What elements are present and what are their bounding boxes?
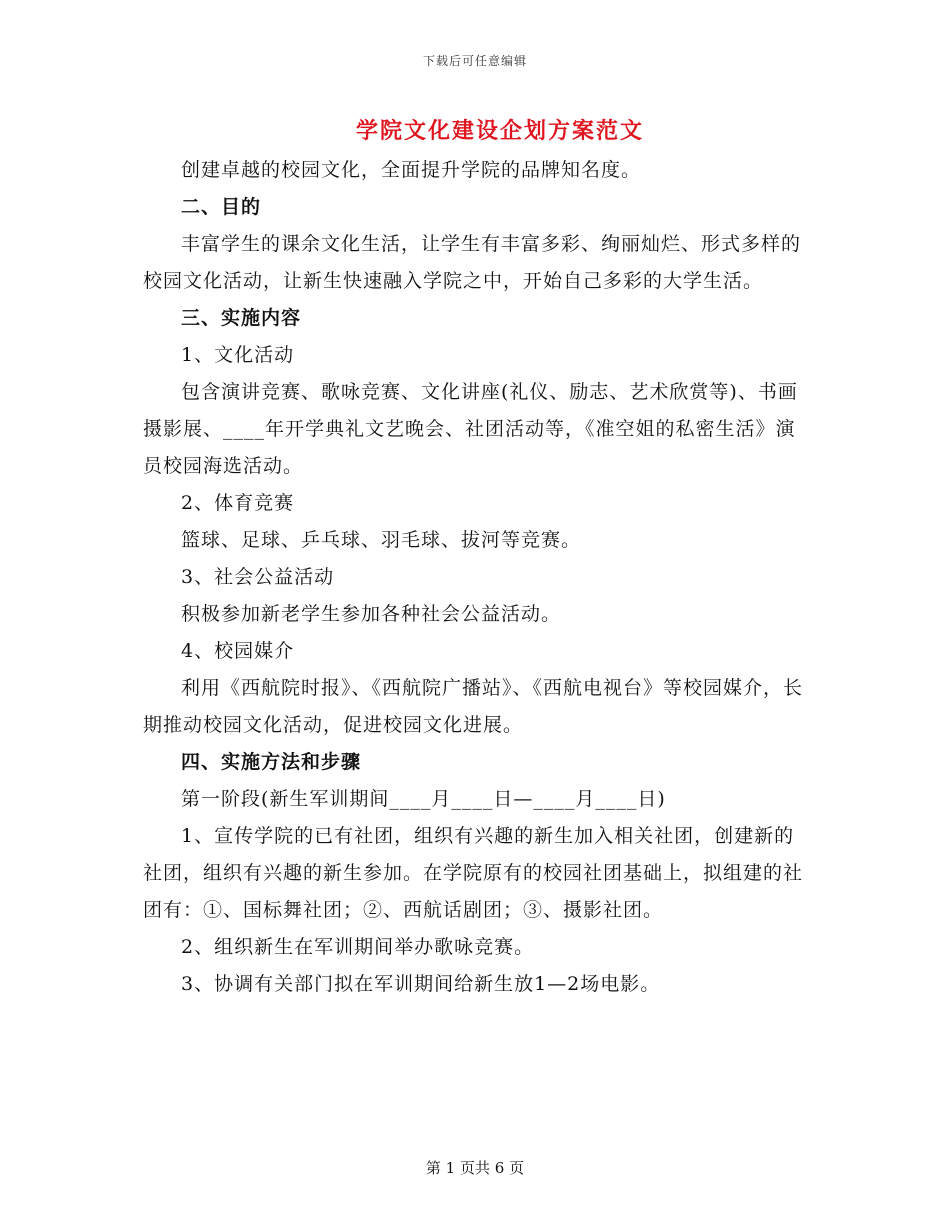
charity-paragraph: 积极参加新老学生参加各种社会公益活动。	[181, 603, 562, 625]
subheading-sports: 2、体育竞赛	[181, 492, 295, 514]
stage-one-paragraph: 第一阶段(新生军训期间____月____日—____月____日)	[181, 788, 666, 810]
section-heading-methods: 四、实施方法和步骤	[181, 751, 362, 773]
step-three-paragraph: 3、协调有关部门拟在军训期间给新生放1—2场电影。	[181, 973, 661, 995]
document-body	[143, 152, 808, 1003]
header-note: 下载后可任意编辑	[422, 54, 527, 68]
sports-paragraph: 篮球、足球、乒乓球、羽毛球、拔河等竞赛。	[181, 529, 582, 551]
subheading-culture: 1、文化活动	[181, 344, 295, 366]
step-one-paragraph: 1、宣传学院的已有社团，组织有兴趣的新生加入相关社团，创建新的社团，组织有兴趣的新生参加。在学院原有的校园社团基础上，拟组建的社团有：①、国标舞社团；②、西航话剧团；③、摄影社团。	[143, 825, 804, 921]
subheading-charity: 3、社会公益活动	[181, 566, 335, 588]
intro-paragraph: 创建卓越的校园文化，全面提升学院的品牌知名度。	[181, 159, 642, 181]
step-two-paragraph: 2、组织新生在军训期间举办歌咏竞赛。	[181, 936, 535, 958]
media-paragraph: 利用《西航院时报》、《西航院广播站》、《西航电视台》等校园媒介，长期推动校园文化活动，促进校园文化进展。	[143, 677, 804, 736]
section-heading-content: 三、实施内容	[181, 307, 302, 329]
document-title: 学院文化建设企划方案范文	[355, 118, 644, 144]
section-heading-purpose: 二、目的	[181, 196, 262, 218]
purpose-paragraph: 丰富学生的课余文化生活，让学生有丰富多彩、绚丽灿烂、形式多样的校园文化活动，让新生快速融入学院之中，开始自己多彩的大学生活。	[143, 233, 802, 292]
page-number: 第 1 页共 6 页	[425, 1159, 525, 1177]
subheading-media: 4、校园媒介	[181, 640, 295, 662]
culture-paragraph: 包含演讲竞赛、歌咏竞赛、文化讲座(礼仪、励志、艺术欣赏等)、书画摄影展、____年开学典礼文艺晚会、社团活动等，《准空姐的私密生活》演员校园海选活动。	[143, 381, 798, 477]
